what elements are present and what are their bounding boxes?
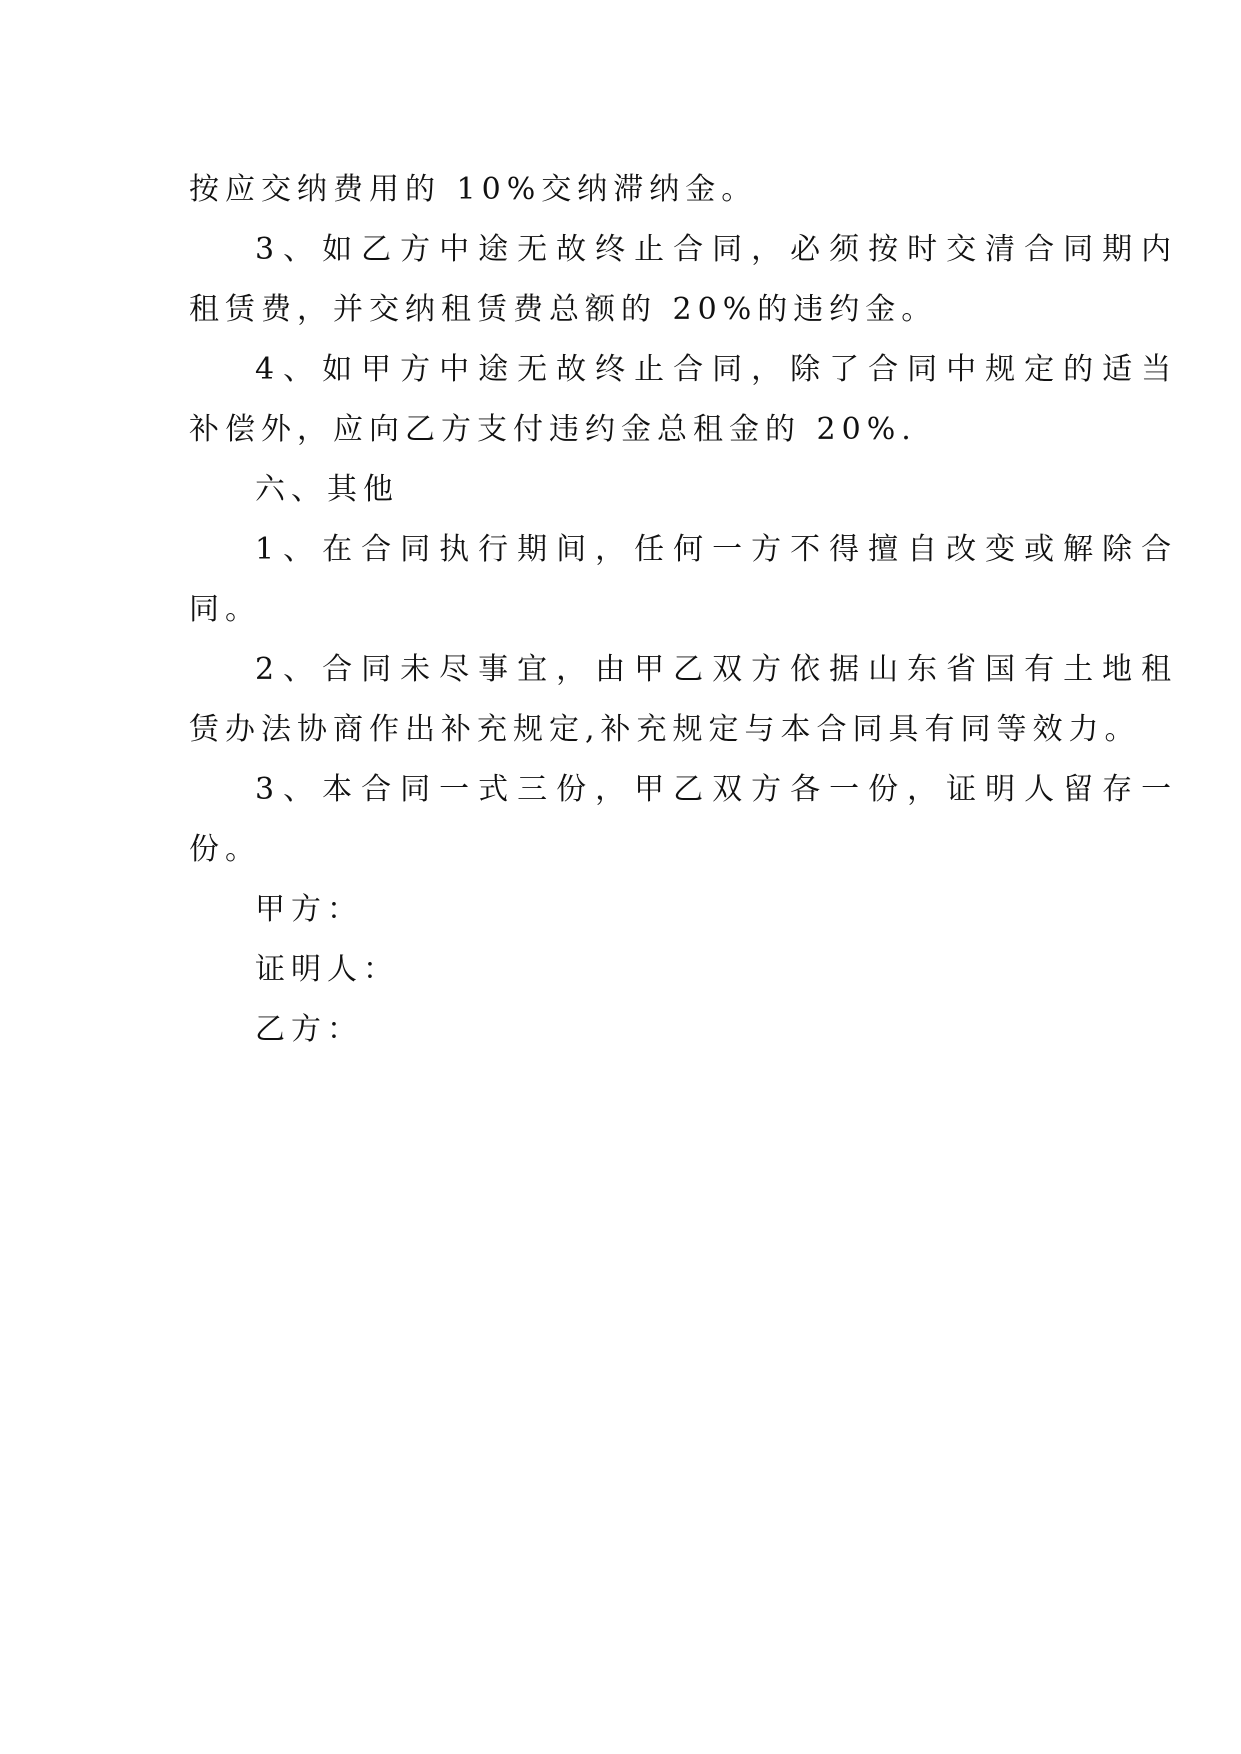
- text-line: 4、如甲方中途无故终止合同，除了合同中规定的适当: [255, 352, 1181, 387]
- text-line: 按应交纳费用的 10%交纳滞纳金。: [189, 172, 758, 207]
- paragraph-clause-3: [189, 220, 1181, 340]
- text-line: 租赁费，并交纳租赁费总额的 20%的违约金。: [189, 292, 938, 327]
- paragraph-other-2: [189, 640, 1181, 760]
- text-line: 3、本合同一式三份，甲乙双方各一份，证明人留存一: [255, 772, 1181, 807]
- text-line: 1、在合同执行期间，任何一方不得擅自改变或解除合: [255, 532, 1181, 567]
- paragraph-other-3: [189, 760, 1181, 880]
- text-line: 份。: [189, 832, 261, 867]
- paragraph-other-1: [189, 520, 1181, 640]
- party-b-label: 乙方：: [255, 1012, 363, 1047]
- text-line: 3、如乙方中途无故终止合同，必须按时交清合同期内: [255, 232, 1181, 267]
- party-a-label: 甲方：: [255, 892, 363, 927]
- section-heading: 六、其他: [255, 472, 399, 507]
- text-line: 2、合同未尽事宜，由甲乙双方依据山东省国有土地租: [255, 652, 1181, 687]
- document-body: [189, 160, 1181, 1060]
- text-line: 赁办法协商作出补充规定,补充规定与本合同具有同等效力。: [189, 712, 1141, 747]
- text-line: 同。: [189, 592, 261, 627]
- section-heading-other: [189, 460, 1051, 520]
- text-line: 补偿外，应向乙方支付违约金总租金的 20%.: [189, 412, 917, 447]
- signature-block: [189, 880, 1051, 1060]
- paragraph-late-fee-continued: [189, 160, 1051, 220]
- paragraph-clause-4: [189, 340, 1181, 460]
- witness-label: 证明人：: [255, 952, 399, 987]
